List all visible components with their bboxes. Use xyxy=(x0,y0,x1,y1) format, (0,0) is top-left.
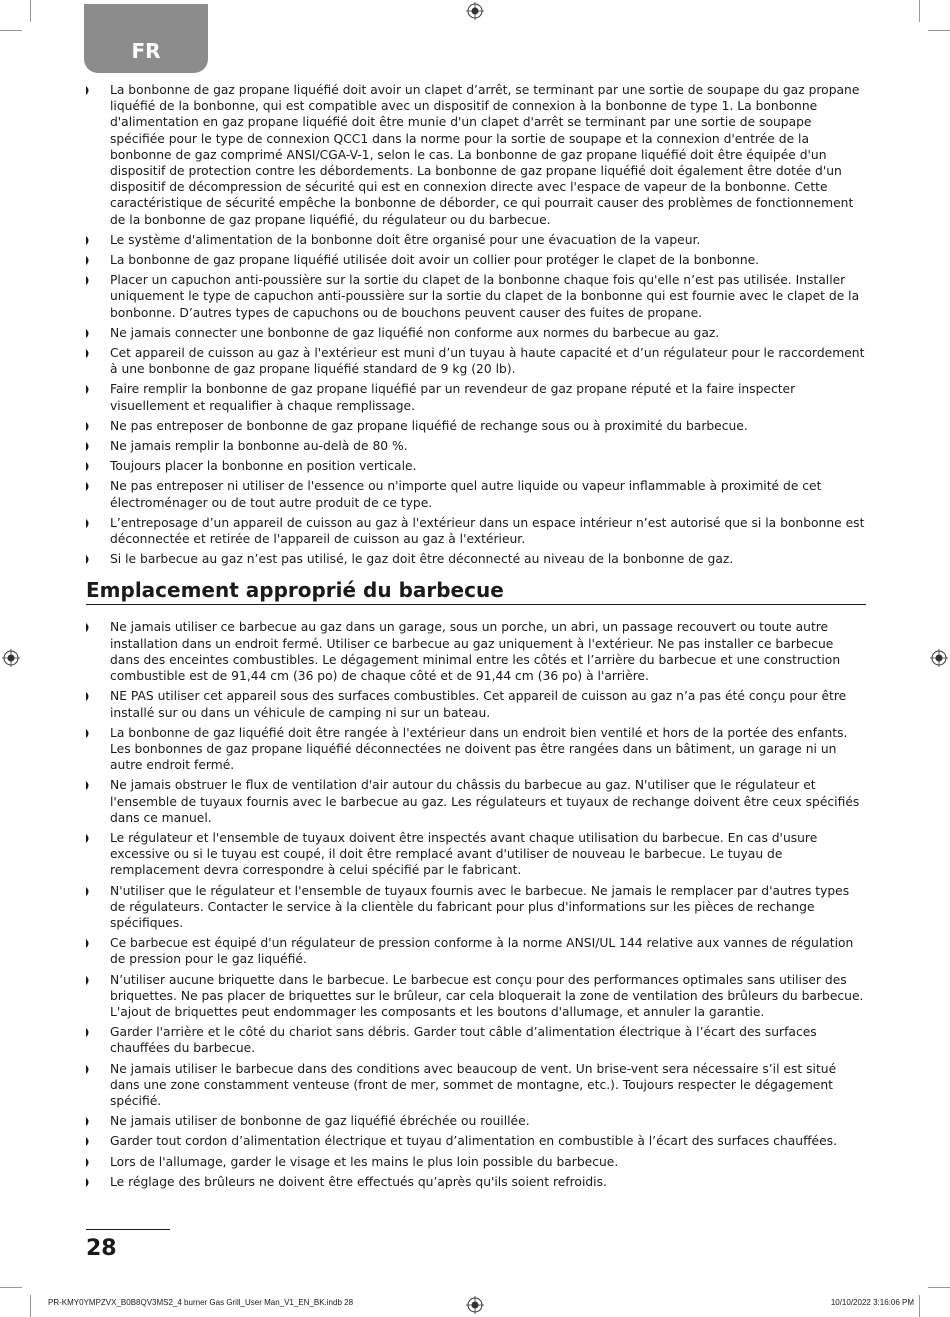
bullet-icon xyxy=(86,385,91,394)
section-title: Emplacement approprié du barbecue xyxy=(86,577,866,605)
list-item-text: Ne jamais obstruer le flux de ventilation d'air autour du châssis du barbecue au gaz. N'utiliser que le régulateur et l'ensemble de tuyaux fournis avec le barbecue au gaz. Les régulateurs et tuyaux de rechange doivent être ceux spécifiés dans ce manuel. xyxy=(110,778,860,825)
footer-file-name: PR-KMY0YMPZVX_B0B8QV3MS2_4 burner Gas Grill_User Man_V1_EN_BK.indb 28 xyxy=(48,1298,354,1307)
crop-mark xyxy=(0,30,22,31)
bullet-icon xyxy=(86,349,91,358)
list-item xyxy=(86,232,866,248)
bullet-icon xyxy=(86,1117,91,1126)
registration-mark-icon xyxy=(466,2,484,20)
list-item-text: Cet appareil de cuisson au gaz à l'extérieur est muni d’un tuyau à haute capacité et d’un régulateur pour le raccordement à une bonbonne de gaz propane liquéfié standard de 9 kg (20 lb). xyxy=(110,346,865,377)
footer-datetime: 10/10/2022 3:16:06 PM xyxy=(830,1298,914,1307)
list-item-text: Ce barbecue est équipé d'un régulateur de pression conforme à la norme ANSI/UL 144 relative aux vannes de régulation de pression pour le gaz liquéfié. xyxy=(110,936,854,967)
list-item-text: Toujours placer la bonbonne en position verticale. xyxy=(110,459,417,474)
bullet-icon xyxy=(86,834,91,843)
list-item xyxy=(86,82,866,228)
crop-mark xyxy=(919,1295,920,1317)
bullet-icon xyxy=(86,976,91,985)
list-item-text: Garder tout cordon d’alimentation électrique et tuyau d’alimentation en combustible à l’écart des surfaces chauffées. xyxy=(110,1134,837,1149)
list-item-text: Ne jamais utiliser de bonbonne de gaz liquéfié ébréchée ou rouillée. xyxy=(110,1114,530,1129)
crop-mark xyxy=(30,1295,31,1317)
list-item xyxy=(86,551,866,567)
registration-mark-icon xyxy=(930,649,948,667)
bullet-icon xyxy=(86,555,91,564)
page-number: 28 xyxy=(86,1236,117,1261)
list-item-text: N'utiliser que le régulateur et l'ensemble de tuyaux fournis avec le barbecue. Ne jamais le remplacer par d'autres types de régulateurs. Contacter le service à la clientèle du fabricant pour plus d'informations sur les pièces de rechange spécifiques. xyxy=(110,883,850,930)
bullet-icon xyxy=(86,887,91,896)
list-item xyxy=(86,418,866,434)
list-item-text: Si le barbecue au gaz n’est pas utilisé, le gaz doit être déconnecté au niveau de la bonbonne de gaz. xyxy=(110,552,734,567)
bullet-icon xyxy=(86,1028,91,1037)
bullet-icon xyxy=(86,1137,91,1146)
list-item-text: Le régulateur et l'ensemble de tuyaux doivent être inspectés avant chaque utilisation du barbecue. En cas d'usure excessive ou si le tuyau est coupé, il doit être remplacé avant d'utiliser de nouveau le barbecue. Le tuyau de remplacement devra correspondre à celui spécifié par le fabricant. xyxy=(110,830,818,878)
bullet-icon xyxy=(86,1065,91,1074)
list-item-text: La bonbonne de gaz propane liquéfié utilisée doit avoir un collier pour protéger le clapet de la bonbonne. xyxy=(110,253,760,268)
list-item xyxy=(86,1113,866,1129)
list-item-text: Ne jamais remplir la bonbonne au-delà de 80 %. xyxy=(110,439,408,454)
list-item xyxy=(86,619,866,684)
list-item-text: La bonbonne de gaz propane liquéfié doit avoir un clapet d’arrêt, se terminant par une sortie de soupape du gaz propane liquéfié de la bonbonne, qui est compatible avec un dispositif de connexion à la bonbonne de type 1. La bonbonne d'alimentation en gaz propane liquéfié doit être munie d'un clapet d'arrêt se terminant par une sortie de soupape spécifiée pour le type de connexion QCC1 dans la norme pour la sortie de soupape et la connexion d'entrée de la bonbonne de gaz comprimé ANSI/CGA-V-1, selon le cas. La bonbonne de gaz propane liquéfié doit être équipée d'un dispositif de protection contre les débordements. La bonbonne de gaz propane liquéfié doit également être dotée d'un dispositif de décompression de sécurité qui est en connexion directe avec l'espace de vapeur de la bonbonne. Cette caractéristique de sécurité empêche la bonbonne de déborder, ce qui pourrait causer des problèmes de fonctionnement de la bonbonne de gaz propane liquéfié, du régulateur ou du barbecue. xyxy=(110,83,860,227)
list-item xyxy=(86,478,866,510)
list-item xyxy=(86,1174,866,1190)
list-item xyxy=(86,438,866,454)
bullet-icon xyxy=(86,462,91,471)
registration-mark-icon xyxy=(466,1296,484,1314)
list-item xyxy=(86,1133,866,1149)
list-item-text: N’utiliser aucune briquette dans le barbecue. Le barbecue est conçu pour des performances optimales sans utiliser des briquettes. Ne pas placer de briquettes sur le brûleur, car cela bloquerait la zone de ventilation des brûleurs du barbecue. L'ajout de briquettes peut endommager les composants et les boutons d'allumage, et annuler la garantie. xyxy=(110,972,864,1019)
list-item xyxy=(86,1154,866,1170)
bullet-icon xyxy=(86,236,91,245)
list-item xyxy=(86,515,866,547)
list-item xyxy=(86,688,866,720)
bullet-icon xyxy=(86,781,91,790)
bullet-icon xyxy=(86,276,91,285)
bullet-icon xyxy=(86,442,91,451)
bullet-list-location xyxy=(86,619,866,1190)
language-tab: FR xyxy=(84,4,208,73)
bullet-icon xyxy=(86,623,91,632)
list-item-text: Ne jamais utiliser ce barbecue au gaz dans un garage, sous un porche, un abri, un passage recouvert ou toute autre installation dans un endroit fermé. Utiliser ce barbecue au gaz uniquement à l'extérieur. Ne pas installer ce barbecue dans des enceintes combustibles. Le dégagement minimal entre les côtés et l’arrière du barbecue et une construction combustible est de 91,44 cm (36 po) de chaque côté et de 91,44 cm (36 po) à l'arrière. xyxy=(110,620,841,684)
bullet-icon xyxy=(86,86,91,95)
bullet-icon xyxy=(86,939,91,948)
list-item xyxy=(86,1024,866,1056)
bullet-icon xyxy=(86,482,91,491)
list-item xyxy=(86,935,866,967)
bullet-icon xyxy=(86,519,91,528)
list-item-text: Garder l'arrière et le côté du chariot sans débris. Garder tout câble d’alimentation électrique à l’écart des surfaces chauffées du barbecue. xyxy=(110,1025,817,1056)
bullet-icon xyxy=(86,692,91,701)
list-item-text: NE PAS utiliser cet appareil sous des surfaces combustibles. Cet appareil de cuisson au gaz n’a pas été conçu pour être installé sur ou dans un véhicule de camping ni sur un bateau. xyxy=(110,689,847,720)
list-item-text: Le système d'alimentation de la bonbonne doit être organisé pour une évacuation de la vapeur. xyxy=(110,232,701,247)
list-item-text: Le réglage des brûleurs ne doivent être effectués qu’après qu'ils soient refroidis. xyxy=(110,1174,607,1189)
bullet-icon xyxy=(86,729,91,738)
list-item xyxy=(86,252,866,268)
list-item xyxy=(86,1061,866,1110)
list-item xyxy=(86,725,866,774)
list-item-text: Ne jamais connecter une bonbonne de gaz liquéfié non conforme aux normes du barbecue au gaz. xyxy=(110,325,720,340)
page-number-rule xyxy=(86,1229,170,1230)
list-item-text: La bonbonne de gaz liquéfié doit être rangée à l'extérieur dans un endroit bien ventilé et hors de la portée des enfants. Les bonbonnes de gaz propane liquéfié déconnectées ne doivent pas être rangées dans un bâtiment, un garage ni un autre endroit fermé. xyxy=(110,725,848,773)
list-item xyxy=(86,830,866,879)
list-item-text: L’entreposage d’un appareil de cuisson au gaz à l'extérieur dans un espace intérieur n’est autorisé que si la bonbonne est déconnectée et retirée de l'appareil de cuisson au gaz à l'extérieur. xyxy=(110,515,865,547)
list-item xyxy=(86,777,866,826)
list-item xyxy=(86,883,866,932)
bullet-icon xyxy=(86,1178,91,1187)
list-item xyxy=(86,325,866,341)
list-item xyxy=(86,458,866,474)
list-item xyxy=(86,381,866,413)
crop-mark xyxy=(919,0,920,22)
bullet-list-storage xyxy=(86,82,866,567)
list-item xyxy=(86,345,866,377)
list-item-text: Ne jamais utiliser le barbecue dans des conditions avec beaucoup de vent. Un brise-vent sera nécessaire s’il est situé dans une zone constamment venteuse (front de mer, sommet de montagne, etc.). Toujours respecter le dégagement spécifié. xyxy=(110,1061,837,1108)
crop-mark xyxy=(30,0,31,22)
page-content xyxy=(86,82,866,1194)
bullet-icon xyxy=(86,422,91,431)
bullet-icon xyxy=(86,1158,91,1167)
crop-mark xyxy=(0,1287,22,1288)
bullet-icon xyxy=(86,256,91,265)
list-item-text: Faire remplir la bonbonne de gaz propane liquéfié par un revendeur de gaz propane réputé et la faire inspecter visuellement et requalifier à chaque remplissage. xyxy=(110,382,796,413)
crop-mark xyxy=(928,1287,950,1288)
list-item-text: Placer un capuchon anti-poussière sur la sortie du clapet de la bonbonne chaque fois qu'elle n’est pas utilisée. Installer uniquement le type de capuchon anti-poussière sur la sortie du clapet de la bonbonne qui est fournie avec le clapet de la bonbonne. D’autres types de capuchons ou de bouchons peuvent causer des fuites de propane. xyxy=(110,273,860,320)
list-item xyxy=(86,272,866,321)
crop-mark xyxy=(928,30,950,31)
list-item-text: Lors de l'allumage, garder le visage et les mains le plus loin possible du barbecue. xyxy=(110,1154,619,1169)
list-item-text: Ne pas entreposer de bonbonne de gaz propane liquéfié de rechange sous ou à proximité du barbecue. xyxy=(110,418,748,433)
list-item xyxy=(86,972,866,1021)
list-item-text: Ne pas entreposer ni utiliser de l'essence ou n'importe quel autre liquide ou vapeur inflammable à proximité de cet électroménager ou de tout autre produit de ce type. xyxy=(110,479,822,510)
registration-mark-icon xyxy=(2,649,20,667)
bullet-icon xyxy=(86,329,91,338)
